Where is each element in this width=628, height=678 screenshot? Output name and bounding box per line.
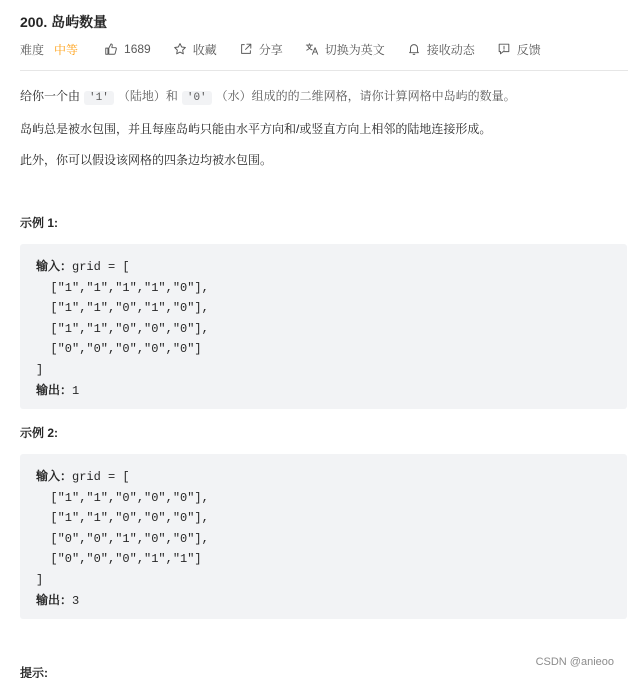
description-text: （陆地）和 (117, 89, 178, 103)
translate-icon (305, 42, 319, 56)
share-button[interactable] (239, 41, 283, 58)
example-1-code (36, 256, 209, 402)
hints-title: 提示: (20, 666, 48, 678)
output-label: 输出： (36, 593, 73, 607)
subscribe-label: 接收动态 (426, 42, 475, 57)
input-label: 输入： (36, 469, 73, 483)
subscribe-button[interactable] (407, 41, 475, 58)
example-2-title: 示例 2: (20, 426, 59, 440)
share-label: 分享 (258, 42, 283, 57)
difficulty-label: 难度 (20, 42, 45, 57)
grid-row: ["0","0","1","0","0"], (36, 531, 209, 546)
switch-language-button[interactable] (305, 41, 385, 58)
description-text: 给你一个由 (20, 89, 81, 103)
problem-meta-bar (20, 40, 563, 58)
input-head: grid = [ (72, 470, 130, 484)
feedback-label: 反馈 (516, 42, 541, 57)
input-head: grid = [ (72, 260, 130, 274)
switch-language-label: 切换为英文 (324, 42, 385, 57)
grid-row: ["1","1","0","0","0"], (36, 321, 209, 336)
problem-title: 200. 岛屿数量 (20, 14, 108, 30)
grid-close: ] (36, 362, 44, 377)
description-paragraph-2: 岛屿总是被水包围，并且每座岛屿只能由水平方向和/或竖直方向上相邻的陆地连接形成。 (20, 122, 492, 136)
favorite-label: 收藏 (192, 42, 217, 57)
inline-code-land: '1' (84, 91, 114, 105)
input-label: 输入： (36, 259, 73, 273)
grid-row: ["1","1","0","0","0"], (36, 511, 209, 525)
favorite-button[interactable] (173, 41, 217, 58)
example-2-box (20, 454, 627, 619)
bell-icon (407, 42, 421, 56)
output-value: 3 (72, 594, 80, 608)
feedback-icon (497, 42, 511, 56)
output-label: 输出： (36, 383, 73, 397)
thumbs-up-icon (104, 42, 118, 56)
description-paragraph-3: 此外，你可以假设该网格的四条边均被水包围。 (20, 153, 273, 167)
grid-row: ["0","0","0","1","1"] (36, 552, 202, 566)
example-2-code (36, 466, 209, 612)
like-count: 1689 (124, 42, 151, 56)
grid-close: ] (36, 572, 44, 587)
grid-row: ["1","1","0","1","0"], (36, 301, 209, 315)
star-icon (173, 42, 187, 56)
grid-row: ["1","1","1","1","0"], (36, 280, 209, 295)
description-paragraph-1 (20, 87, 516, 104)
example-1-box (20, 244, 627, 409)
feedback-button[interactable] (497, 41, 541, 58)
like-button[interactable] (104, 42, 151, 56)
grid-row: ["1","1","0","0","0"], (36, 490, 209, 505)
grid-row: ["0","0","0","0","0"] (36, 342, 202, 356)
watermark: CSDN @anieoo (535, 656, 614, 668)
output-value: 1 (72, 384, 80, 398)
inline-code-water: '0' (182, 91, 212, 105)
header-divider (20, 70, 628, 71)
description-text: （水）组成的的二维网格，请你计算网格中岛屿的数量。 (215, 89, 516, 103)
example-1-title: 示例 1: (20, 216, 59, 230)
share-icon (239, 42, 253, 56)
difficulty-value: 中等 (54, 42, 79, 57)
